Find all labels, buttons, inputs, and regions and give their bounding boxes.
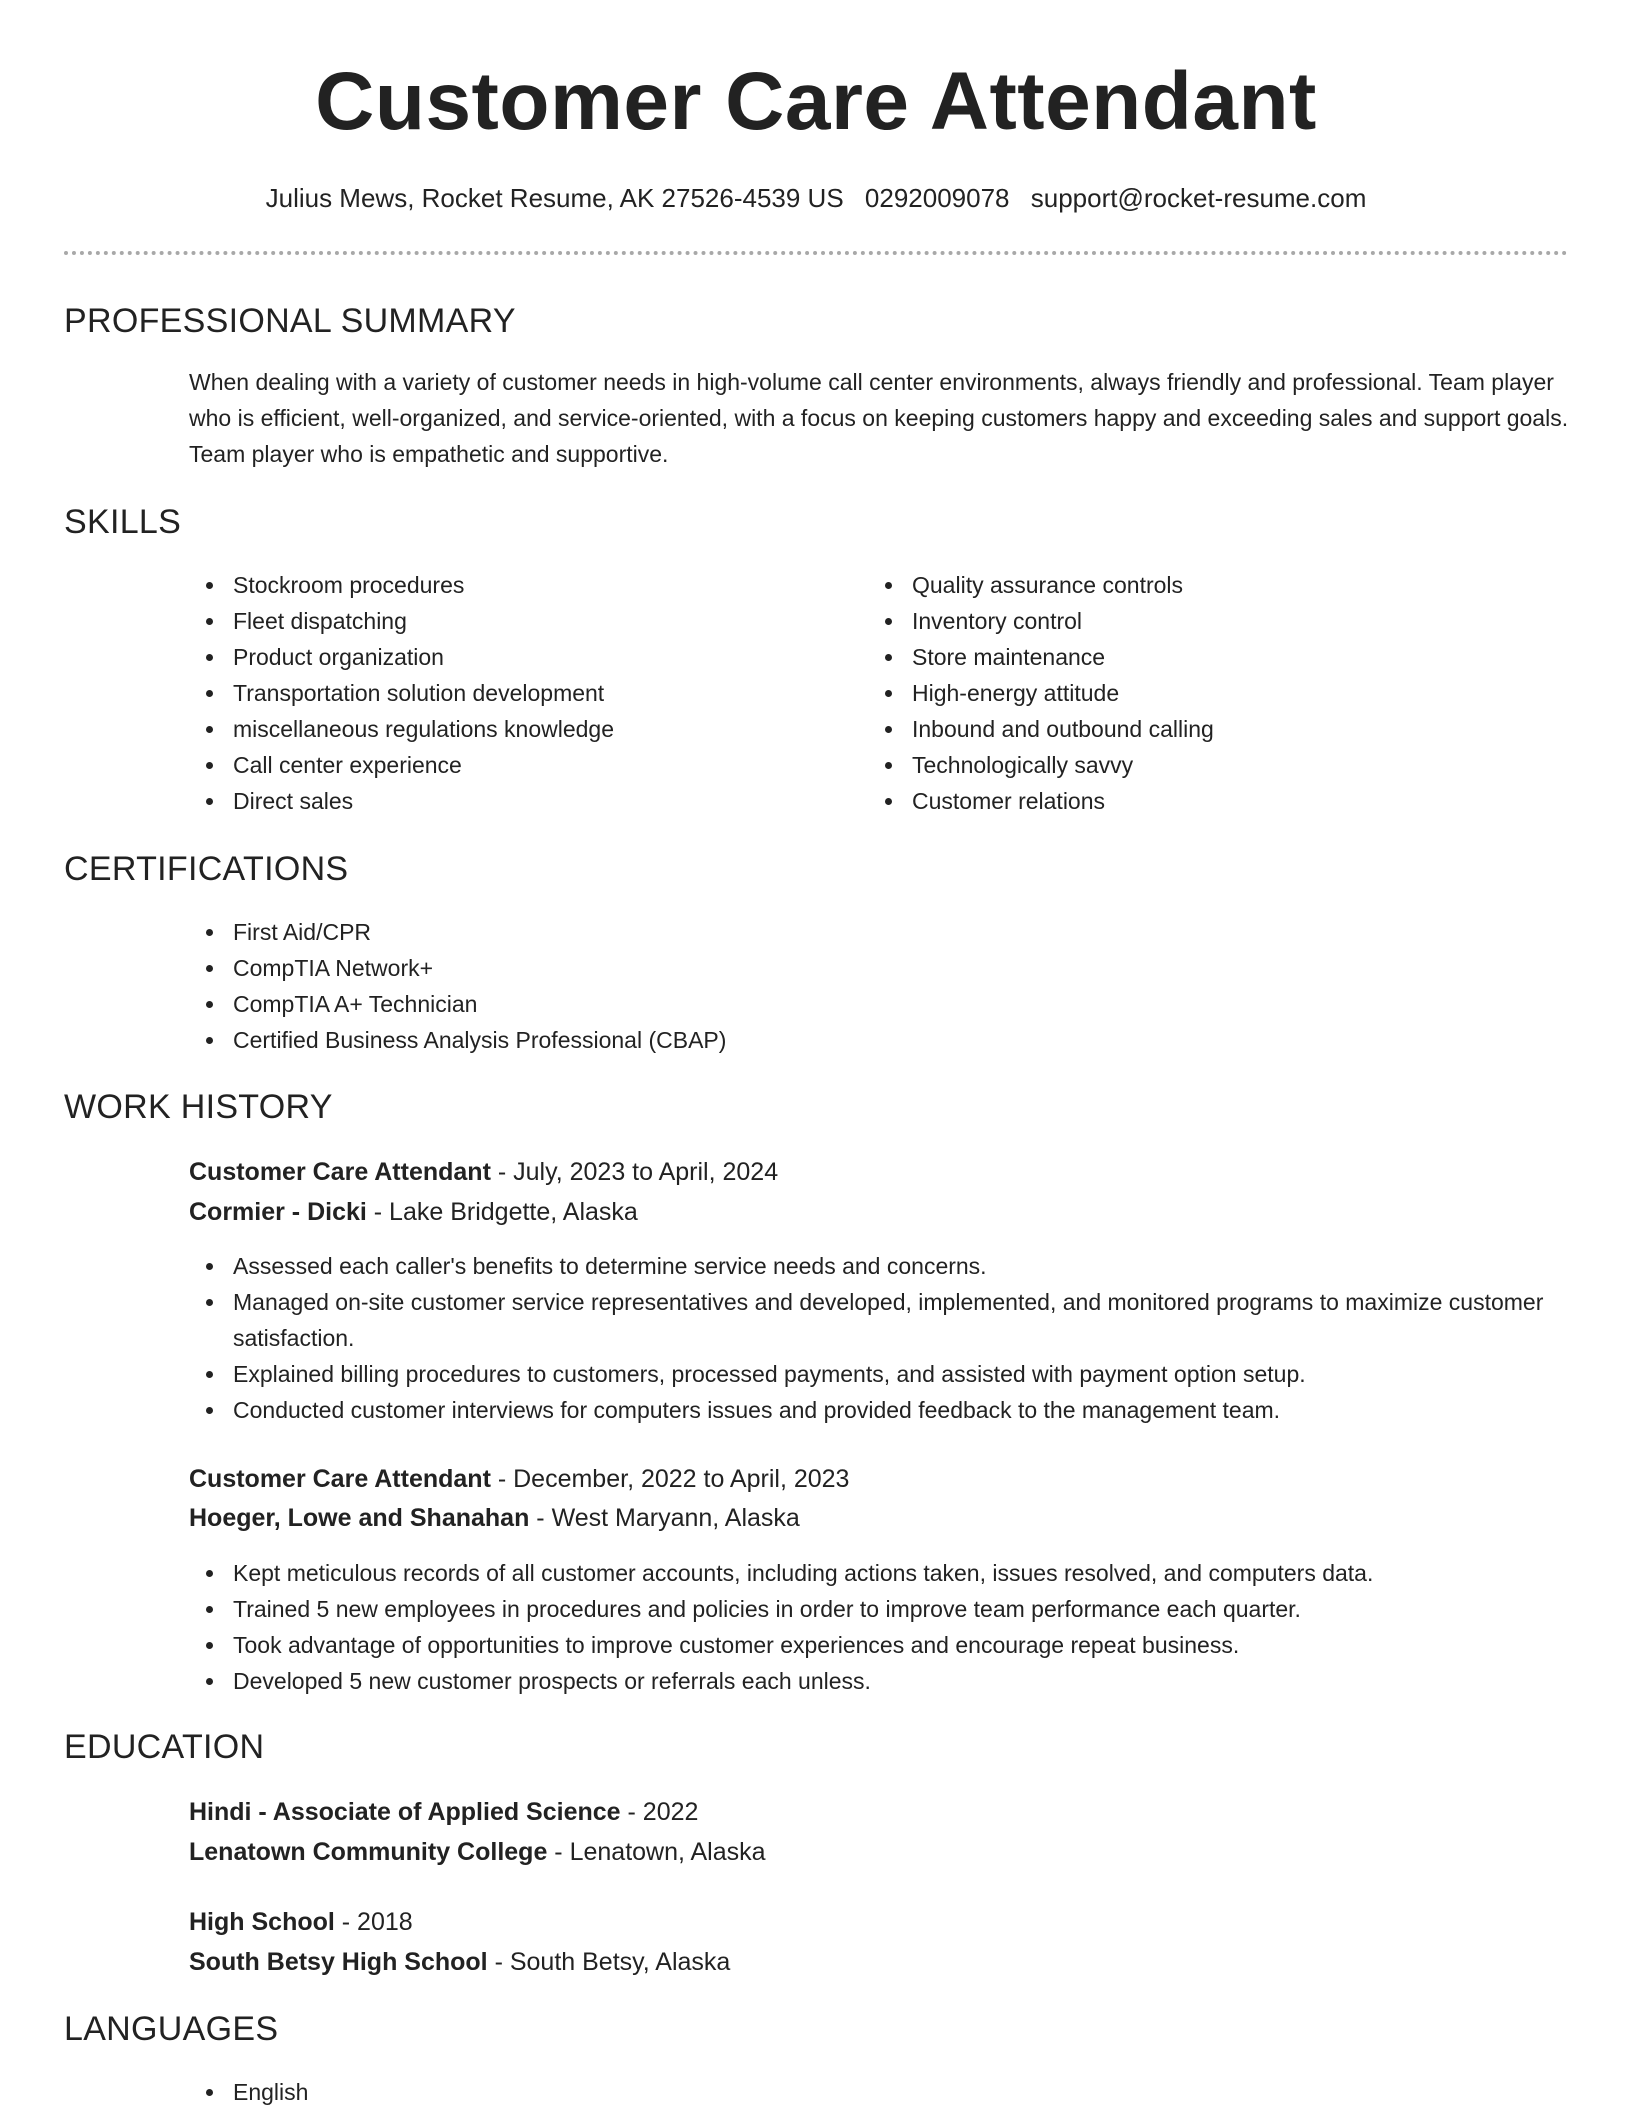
job-location: - Lake Bridgette, Alaska [366, 1198, 638, 1226]
skill-item: Call center experience [189, 747, 829, 783]
education-degree: Hindi - Associate of Applied Science [189, 1798, 621, 1826]
resume-name: Customer Care Attendant [315, 56, 1317, 147]
skill-item: Transportation solution development [189, 675, 829, 711]
summary-heading: PROFESSIONAL SUMMARY [64, 302, 516, 340]
skill-item: Technologically savvy [868, 747, 1548, 783]
skill-item: Quality assurance controls [868, 567, 1548, 603]
job-bullet: Assessed each caller's benefits to determine service needs and concerns. [189, 1248, 1569, 1284]
header-divider [64, 251, 1568, 255]
job-company: Hoeger, Lowe and Shanahan [189, 1504, 530, 1532]
job-bullet: Explained billing procedures to customers, processed payments, and assisted with payment option setup. [189, 1356, 1569, 1392]
education-school-line [189, 1834, 766, 1870]
job-bullet: Developed 5 new customer prospects or referrals each unless. [189, 1663, 1569, 1699]
job-bullet: Kept meticulous records of all customer accounts, including actions taken, issues resolved, and computers data. [189, 1555, 1569, 1591]
skills-list-right [868, 567, 1548, 819]
job-title-line [189, 1154, 778, 1190]
education-school-line [189, 1944, 730, 1980]
education-year: - 2018 [334, 1908, 413, 1936]
certification-item: Certified Business Analysis Professional (CBAP) [189, 1022, 1569, 1058]
contact-email: support@rocket-resume.com [1030, 183, 1367, 213]
skill-item: High-energy attitude [868, 675, 1548, 711]
certification-item: CompTIA Network+ [189, 950, 1569, 986]
job-bullet: Conducted customer interviews for computers issues and provided feedback to the management team. [189, 1392, 1569, 1428]
job-role: Customer Care Attendant [189, 1158, 491, 1186]
work-history-heading: WORK HISTORY [64, 1088, 333, 1126]
languages-heading: LANGUAGES [64, 2010, 279, 2048]
education-school: Lenatown Community College [189, 1838, 548, 1866]
education-heading: EDUCATION [64, 1728, 265, 1766]
skill-item: Product organization [189, 639, 829, 675]
certification-item: First Aid/CPR [189, 914, 1569, 950]
contact-phone: 0292009078 [864, 183, 1010, 213]
education-degree-line [189, 1904, 413, 1940]
job-dates: - December, 2022 to April, 2023 [490, 1465, 850, 1493]
contact-line [0, 180, 1632, 216]
skill-item: Inbound and outbound calling [868, 711, 1548, 747]
certification-item: CompTIA A+ Technician [189, 986, 1569, 1022]
job-company-line [189, 1194, 638, 1230]
job-dates: - July, 2023 to April, 2024 [490, 1158, 779, 1186]
skill-item: Customer relations [868, 783, 1548, 819]
job-company: Cormier - Dicki [189, 1198, 367, 1226]
skill-item: Store maintenance [868, 639, 1548, 675]
education-degree-line [189, 1794, 698, 1830]
job-bullets [189, 1555, 1569, 1699]
education-degree: High School [189, 1908, 335, 1936]
job-location: - West Maryann, Alaska [529, 1504, 800, 1532]
job-bullet: Took advantage of opportunities to improve customer experiences and encourage repeat business. [189, 1627, 1569, 1663]
skill-item: Inventory control [868, 603, 1548, 639]
language-item: English [189, 2074, 1569, 2110]
education-location: - Lenatown, Alaska [547, 1838, 766, 1866]
skills-list-left [189, 567, 829, 819]
contact-address: Julius Mews, Rocket Resume, AK 27526-4539 US [265, 183, 844, 213]
job-bullet: Trained 5 new employees in procedures and policies in order to improve team performance each quarter. [189, 1591, 1569, 1627]
certifications-heading: CERTIFICATIONS [64, 850, 349, 888]
skill-item: Stockroom procedures [189, 567, 829, 603]
certifications-list [189, 914, 1569, 1058]
skills-heading: SKILLS [64, 503, 182, 541]
education-location: - South Betsy, Alaska [487, 1948, 731, 1976]
education-year: - 2022 [620, 1798, 699, 1826]
job-bullets [189, 1248, 1569, 1428]
skill-item: Direct sales [189, 783, 829, 819]
education-school: South Betsy High School [189, 1948, 488, 1976]
languages-list [189, 2074, 1569, 2110]
job-company-line [189, 1500, 800, 1536]
summary-text: When dealing with a variety of customer needs in high-volume call center environments, always friendly and professional. Team player who is efficient, well-organized, and service-oriented, with a focus on keeping customers happy and exceeding sales and support goals. Team player who is empathetic and supportive. [189, 369, 1569, 467]
job-title-line [189, 1461, 849, 1497]
job-bullet: Managed on-site customer service representatives and developed, implemented, and monitored programs to maximize customer satisfaction. [189, 1284, 1569, 1356]
skill-item: miscellaneous regulations knowledge [189, 711, 829, 747]
skill-item: Fleet dispatching [189, 603, 829, 639]
job-role: Customer Care Attendant [189, 1465, 491, 1493]
